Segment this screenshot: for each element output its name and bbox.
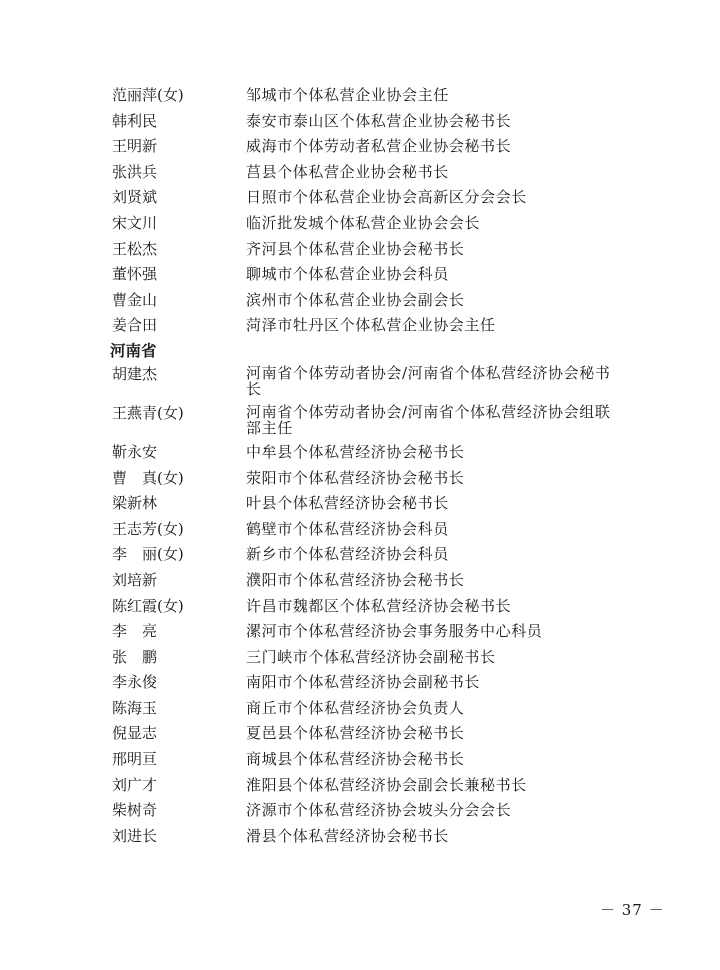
list-item: [0, 365, 720, 404]
member-name: 王明新: [112, 137, 158, 156]
member-title: 滑县个体私营经济协会秘书长: [246, 826, 449, 845]
member-list: [0, 86, 720, 852]
list-item: [0, 648, 720, 674]
member-name: 刘培新: [112, 570, 158, 589]
member-title: 齐河县个体私营企业协会秘书长: [246, 239, 465, 258]
member-name: 刘进长: [112, 826, 158, 845]
member-title: 邹城市个体私营企业协会主任: [246, 86, 449, 104]
member-title: 濮阳市个体私营经济协会秘书长: [246, 570, 465, 589]
member-name: 姜合田: [112, 316, 158, 335]
member-name: 韩利民: [112, 111, 158, 130]
page-number: － 37 －: [600, 901, 665, 919]
member-name: 刘贤斌: [112, 188, 158, 207]
member-title: 淮阳县个体私营经济协会副会长兼秘书长: [246, 775, 527, 794]
list-item: [0, 571, 720, 597]
list-item: [0, 827, 720, 853]
member-name: 李永俊: [112, 673, 158, 692]
member-name: 刘广才: [112, 775, 158, 794]
list-item: [0, 240, 720, 266]
list-item: [0, 316, 720, 342]
member-name: 倪显志: [112, 724, 158, 743]
member-name: 靳永安: [112, 442, 158, 461]
member-title: 临沂批发城个体私营企业协会会长: [246, 213, 481, 232]
member-title: 叶县个体私营经济协会秘书长: [246, 494, 449, 513]
member-title: 河南省个体劳动者协会/河南省个体私营经济协会秘书长: [246, 363, 611, 398]
member-name: 柴树奇: [112, 801, 158, 820]
list-item: [0, 443, 720, 469]
list-item: [0, 622, 720, 648]
member-title: 聊城市个体私营企业协会科员: [246, 265, 449, 284]
member-name: 曹金山: [112, 290, 158, 309]
list-item: [0, 801, 720, 827]
list-item: [0, 750, 720, 776]
member-name: 梁新林: [112, 494, 158, 513]
member-title: 日照市个体私营企业协会高新区分会会长: [246, 188, 527, 207]
member-name: 李 亮: [112, 622, 158, 641]
list-item: [0, 112, 720, 138]
member-name: 邢明亘: [112, 750, 158, 769]
member-title: 莒县个体私营企业协会秘书长: [246, 162, 449, 181]
member-title: 新乡市个体私营经济协会科员: [246, 545, 449, 564]
section-heading: [0, 342, 720, 365]
member-title: 南阳市个体私营经济协会副秘书长: [246, 673, 481, 692]
province-heading: 河南省: [110, 341, 157, 360]
member-name: 胡建杰: [112, 364, 158, 383]
list-item: [0, 545, 720, 571]
member-title: 威海市个体劳动者私营企业协会秘书长: [246, 137, 512, 156]
member-name: 李 丽(女): [112, 545, 184, 564]
list-item: [0, 163, 720, 189]
list-item: [0, 776, 720, 802]
member-name: 王松杰: [112, 239, 158, 258]
list-item: [0, 404, 720, 443]
member-title: 三门峡市个体私营经济协会副秘书长: [246, 647, 496, 666]
member-name: 陈海玉: [112, 698, 158, 717]
member-name: 张洪兵: [112, 162, 158, 181]
member-title: 荥阳市个体私营经济协会秘书长: [246, 468, 465, 487]
list-item: [0, 724, 720, 750]
list-item: [0, 673, 720, 699]
member-name: 曹 真(女): [112, 468, 184, 487]
member-name: 董怀强: [112, 265, 158, 284]
member-title: 泰安市泰山区个体私营企业协会秘书长: [246, 111, 512, 130]
member-title: 济源市个体私营经济协会坡头分会会长: [246, 801, 512, 820]
member-title: 商丘市个体私营经济协会负责人: [246, 698, 465, 717]
member-title: 鹤壁市个体私营经济协会科员: [246, 519, 449, 538]
member-title: 菏泽市牡丹区个体私营企业协会主任: [246, 316, 496, 335]
list-item: [0, 291, 720, 317]
list-item: [0, 520, 720, 546]
member-name: 王燕青(女): [112, 403, 184, 422]
member-title: 中牟县个体私营经济协会秘书长: [246, 442, 465, 461]
list-item: [0, 494, 720, 520]
list-item: [0, 188, 720, 214]
member-title: 河南省个体劳动者协会/河南省个体私营经济协会组联部主任: [246, 402, 611, 437]
member-name: 范丽萍(女): [112, 86, 184, 104]
member-title: 滨州市个体私营企业协会副会长: [246, 290, 465, 309]
member-title: 夏邑县个体私营经济协会秘书长: [246, 724, 465, 743]
list-item: [0, 265, 720, 291]
list-item: [0, 214, 720, 240]
member-title: 漯河市个体私营经济协会事务服务中心科员: [246, 622, 543, 641]
member-title: 许昌市魏都区个体私营经济协会秘书长: [246, 596, 512, 615]
list-item: [0, 137, 720, 163]
list-item: [0, 86, 720, 112]
list-item: [0, 597, 720, 623]
member-name: 王志芳(女): [112, 519, 184, 538]
list-item: [0, 469, 720, 495]
member-name: 陈红霞(女): [112, 596, 184, 615]
member-title: 商城县个体私营经济协会秘书长: [246, 750, 465, 769]
member-name: 张 鹏: [112, 647, 158, 666]
list-item: [0, 699, 720, 725]
member-name: 宋文川: [112, 213, 158, 232]
